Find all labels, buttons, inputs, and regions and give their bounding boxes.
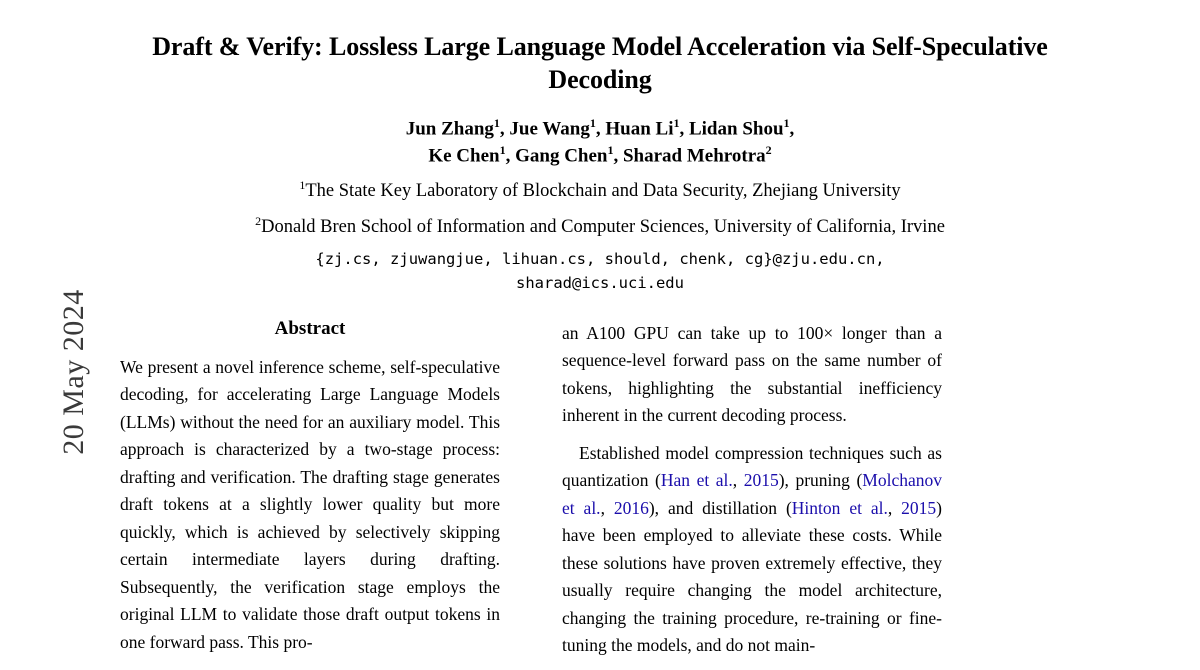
intro-paragraph-2 xyxy=(562,440,942,660)
abstract-heading: Abstract xyxy=(274,318,346,339)
affiliation-1: $^1$The State Key Laboratory of Blockchain and Data Security, Zhejiang University xyxy=(299,178,901,202)
author-list xyxy=(120,115,1080,171)
paper-header xyxy=(120,0,1080,295)
citation-link-han[interactable]: Han et al. xyxy=(660,470,733,491)
citation-year-hinton[interactable]: 2015 xyxy=(901,497,937,518)
page-title xyxy=(120,30,1080,97)
title-text: Draft & Verify: Lossless Large Language Model Acceleration via Self-Speculative Decoding xyxy=(152,32,1048,95)
two-column-body xyxy=(120,318,1080,670)
paragraph2-segment-2: , xyxy=(732,470,744,491)
affiliation-2: $^2$Donald Bren School of Information and Computer Sciences, University of California, Irvine xyxy=(255,214,945,238)
paragraph2-segment-5: ), and distillation ( xyxy=(648,497,792,518)
citation-year-molchanov[interactable]: 2016 xyxy=(613,497,649,518)
affiliation-2-text: Donald Bren School of Information and Computer Sciences, University of California, Irvine xyxy=(261,217,945,238)
arxiv-date-stamp: 20 May 2024 xyxy=(57,289,90,455)
paragraph2-segment-4: , xyxy=(600,497,614,518)
right-column xyxy=(562,318,942,670)
paragraph2-segment-6: , xyxy=(887,497,902,518)
affiliation-1-text: The State Key Laboratory of Blockchain and Data Security, Zhejiang University xyxy=(305,181,901,202)
paragraph2-segment-3: ), pruning ( xyxy=(778,470,863,491)
author-line-1: Jun Zhang$^1$, Jue Wang$^1$, Huan Li$^1$, Lidan Shou$^1$, xyxy=(405,115,795,139)
email-line-2: sharad@ics.uci.edu xyxy=(516,274,684,293)
paragraph2-segment-1: Established model compression techniques such as quantization ( xyxy=(562,442,942,491)
email-line-1: {zj.cs, zjuwangjue, lihuan.cs, should, chenk, cg}@zju.edu.cn, xyxy=(315,250,885,269)
citation-link-molchanov[interactable]: Molchanov et al. xyxy=(562,470,943,518)
author-line-2: Ke Chen$^1$, Gang Chen$^1$, Sharad Mehrotra$^2$ xyxy=(428,143,772,167)
intro-paragraph-1: an A100 GPU can take up to 100× longer than a sequence-level forward pass on the same number of tokens, highlighting the substantial inefficiency inherent in the current decoding process. xyxy=(562,323,942,426)
citation-link-hinton[interactable]: Hinton et al. xyxy=(791,497,888,518)
citation-year-han[interactable]: 2015 xyxy=(743,470,779,491)
email-block xyxy=(120,247,1080,295)
abstract-paragraph: We present a novel inference scheme, self-speculative decoding, for accelerating Large Language Models (LLMs) without the need for an auxiliary model. This approach is characterized by a two-stage process: drafting and verification. The drafting stage generates draft tokens at a slightly lower quality but more quickly, which is achieved by selectively skipping certain intermediate layers during drafting. Subsequently, the verification stage employs the original LLM to validate those draft output tokens in one forward pass. This pro- xyxy=(120,357,500,652)
left-column xyxy=(120,318,500,670)
paragraph2-segment-7: ) have been employed to alleviate these costs. While these solutions have proven extremely effective, they usually require changing the model architecture, changing the training procedure, re-training or fine-tuning the models, and do not main- xyxy=(562,497,942,656)
